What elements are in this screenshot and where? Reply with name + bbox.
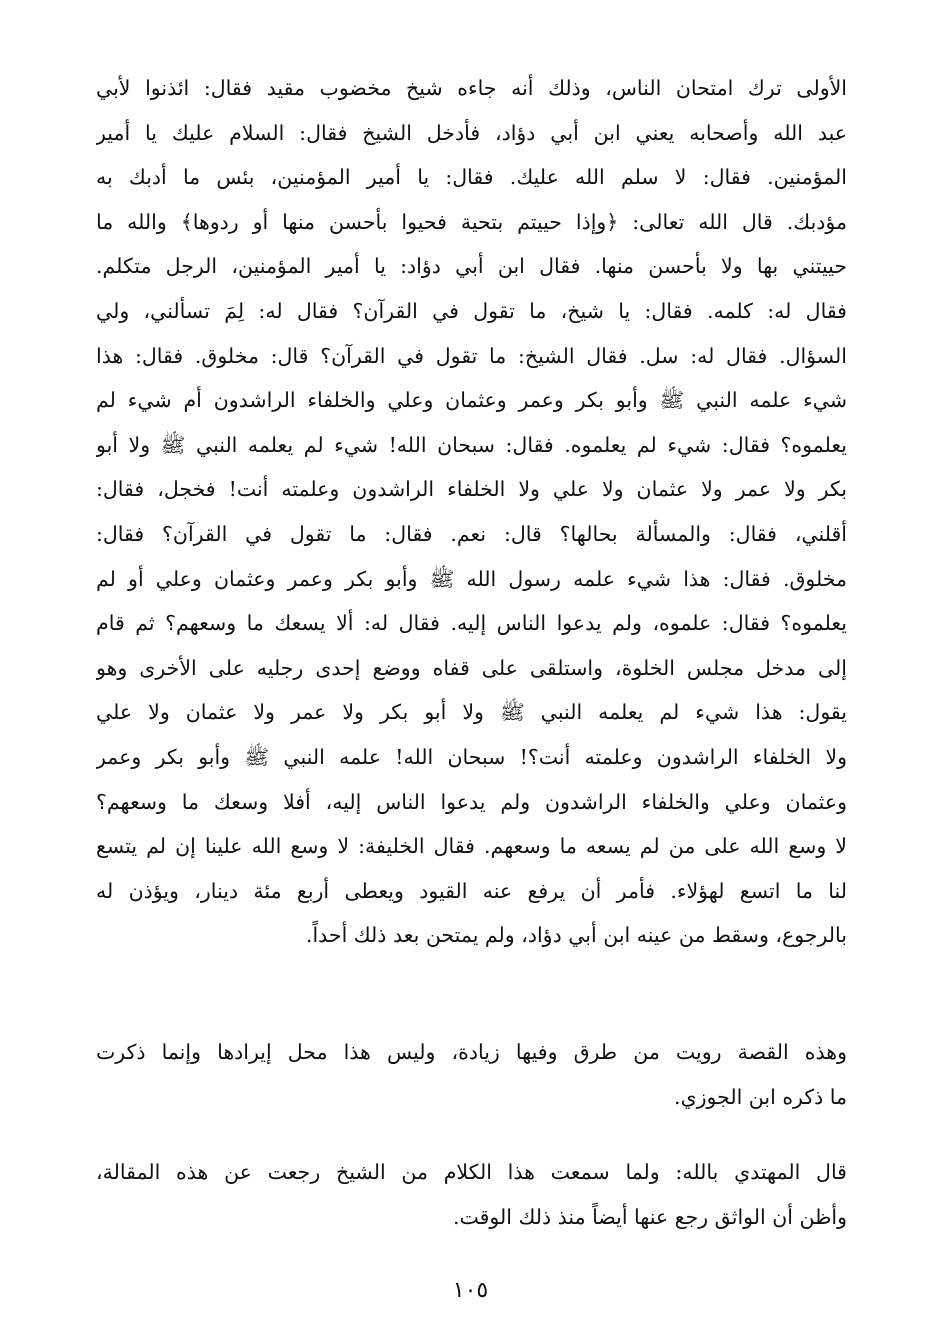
page-number: ١٠٥: [452, 1278, 489, 1303]
paragraph-note: [96, 1030, 847, 1119]
text-line: بالرجوع، وسقط من عينه ابن أبي دؤاد، ولم يمتحن بعد ذلك أحداً.: [305, 923, 847, 948]
text-line: لنا ما اتسع لهؤلاء. فأمر أن يرفع عنه القيود ويعطى أربع مئة دينار، ويؤذن له: [96, 878, 847, 903]
text-line: مخلوق. فقال: هذا شيء علمه رسول الله ﷺ وأبو بكر وعمر وعثمان وعلي أو لم: [96, 566, 847, 591]
text-line: شيء علمه النبي ﷺ وأبو بكر وعمر وعثمان وعلي والخلفاء الراشدون أم شيء لم: [96, 388, 847, 413]
text-line: قال المهتدي بالله: ولما سمعت هذا الكلام من الشيخ رجعت عن هذه المقالة،: [96, 1160, 847, 1184]
text-line: عبد الله وأصحابه يعني ابن أبي دؤاد، فأدخل الشيخ فقال: السلام عليك يا أمير: [96, 120, 847, 145]
text-line: وهذه القصة رويت من طرق وفيها زيادة، وليس هذا محل إيرادها وإنما ذكرت: [96, 1040, 847, 1064]
text-line: لا وسع الله على من لم يسعه ما وسعهم. فقال الخليفة: لا وسع الله علينا إن لم يتسع: [96, 834, 847, 859]
text-line: يعلموه؟ فقال: شيء لم يعلموه. فقال: سبحان الله! شيء لم يعلمه النبي ﷺ ولا أبو: [96, 432, 847, 457]
text-line: إلى مدخل مجلس الخلوة، واستلقى على قفاه ووضع إحدى رجليه على الأخرى وهو: [96, 655, 847, 680]
text-line: وعثمان وعلي والخلفاء الراشدون ولم يدعوا الناس إليه، أفلا وسعك ما وسعهم؟: [96, 789, 847, 814]
text-line: السؤال. فقال له: سل. فقال الشيخ: ما تقول في القرآن؟ قال: مخلوق. فقال: هذا: [96, 343, 847, 368]
text-line: يعلموه؟ فقال: علموه، ولم يدعوا الناس إليه. فقال له: ألا يسعك ما وسعهم؟ ثم قام: [96, 611, 847, 636]
paragraph-story: [96, 66, 847, 958]
paragraph-conclusion: [96, 1150, 847, 1239]
text-line: ولا الخلفاء الراشدون وعلمته أنت؟! سبحان الله! علمه النبي ﷺ وأبو بكر وعمر: [96, 744, 847, 769]
text-line: مؤدبك. قال الله تعالى: ﴿وإذا حييتم بتحية فحيوا بأحسن منها أو ردوها﴾ والله ما: [96, 209, 847, 234]
text-line: فقال له: كلمه. فقال: يا شيخ، ما تقول في القرآن؟ فقال له: لِمَ تسألني، ولي: [96, 298, 847, 323]
text-line: وأظن أن الواثق رجع عنها أيضاً منذ ذلك الوقت.: [452, 1204, 847, 1229]
text-line: الأولى ترك امتحان الناس، وذلك أنه جاءه شيخ مخضوب مقيد فقال: ائذنوا لأبي: [96, 76, 847, 100]
text-line: بكر ولا عمر ولا عثمان ولا علي ولا الخلفاء الراشدون وعلمته أنت! فخجل، فقال:: [96, 477, 847, 502]
text-line: أقلني، فقال: والمسألة بحالها؟ قال: نعم. فقال: ما تقول في القرآن؟ فقال:: [96, 521, 847, 546]
text-line: المؤمنين. فقال: لا سلم الله عليك. فقال: يا أمير المؤمنين، بئس ما أدبك به: [96, 165, 847, 190]
text-line: ما ذكره ابن الجوزي.: [674, 1084, 847, 1109]
text-line: حييتني بها ولا بأحسن منها. فقال ابن أبي دؤاد: يا أمير المؤمنين، الرجل متكلم.: [96, 254, 847, 279]
text-line: يقول: هذا شيء لم يعلمه النبي ﷺ ولا أبو بكر ولا عمر ولا عثمان ولا علي: [96, 700, 847, 725]
